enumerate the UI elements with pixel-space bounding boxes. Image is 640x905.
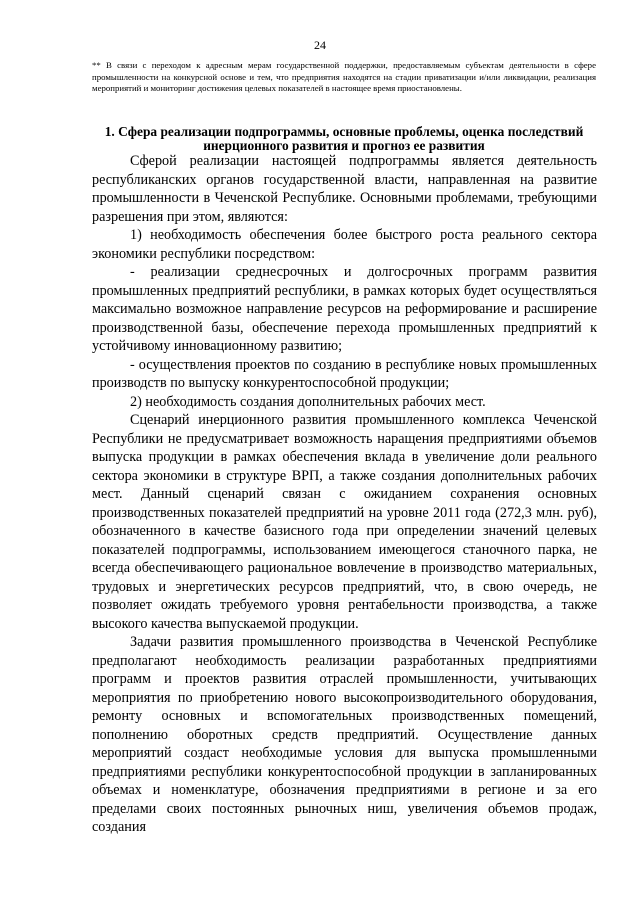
footnote: ** В связи с переходом к адресным мерам государственной поддержки, предоставляемым субъектам деятельности в сфере промышленности на конкурсной основе и тем, что предприятия находятся на стадии приватизации и/или ликвидации, реализация мероприятий и мониторинг достижения целевых показателей в настоящее время приостановлены. [92, 60, 596, 94]
paragraph: 2) необходимость создания дополнительных рабочих мест. [130, 393, 486, 410]
paragraph: Сферой реализации настоящей подпрограммы является деятельность республиканских органов государственной власти, направленная на развитие промышленности в Чеченской Республике. Основными проблемами, требующими разрешения при этом, являются: [92, 153, 597, 225]
paragraph: - реализации среднесрочных и долгосрочных программ развития промышленных предприятий республики, в рамках которых будет осуществляться максимально возможное направление ресурсов на реформирование и расширение производственной базы, обеспечение перехода промышленных предприятий к устойчивому инновационному развитию; [92, 264, 597, 354]
paragraph: Задачи развития промышленного производства в Чеченской Республике предполагают необходимость реализации разработанных предприятиями программ и проектов развития отраслей промышленности, учитывающих мероприятия по приобретению нового высокопроизводительного оборудования, ремонту основных и вспомогательных производственных помещений, пополнению оборотных средств предприятий. Осуществление данных мероприятий создаст необходимые условия для выпуска промышленными предприятиями республики конкурентоспособной продукции в запланированных объемах и номенклатуре, обозначения предприятиями в регионе и за его пределами своих постоянных рыночных ниш, увеличения объемов продаж, создания [92, 634, 597, 835]
body-text [92, 152, 597, 837]
page-number: 24 [314, 38, 326, 52]
section-title: 1. Сфера реализации подпрограммы, основные проблемы, оценка последствий инерционного развития и прогноз ее развития [104, 124, 584, 153]
paragraph: Сценарий инерционного развития промышленного комплекса Чеченской Республики не предусматривает возможность наращения предприятиями объемов выпуска продукции в рамках обеспечения вклада в увеличение доли реального сектора экономики в структуре ВРП, а также создания дополнительных рабочих мест. Данный сценарий связан с ожиданием сохранения основных производственных показателей предприятий на уровне 2011 года (272,3 млн. руб), обозначенного в качестве базисного года при определении значений целевых показателей подпрограммы, использованием имеющегося станочного парка, не всегда обеспечивающего рациональное вовлечение в производство материальных, трудовых и энергетических ресурсов предприятий, что, в свою очередь, не позволяет ожидать требуемого уровня рентабельности производства, а также высокого качества выпускаемой продукции. [92, 412, 597, 632]
paragraph: - осуществления проектов по созданию в республике новых промышленных производств по выпуску конкурентоспособной продукции; [92, 356, 597, 391]
paragraph: 1) необходимость обеспечения более быстрого роста реального сектора экономики республики посредством: [92, 227, 597, 262]
